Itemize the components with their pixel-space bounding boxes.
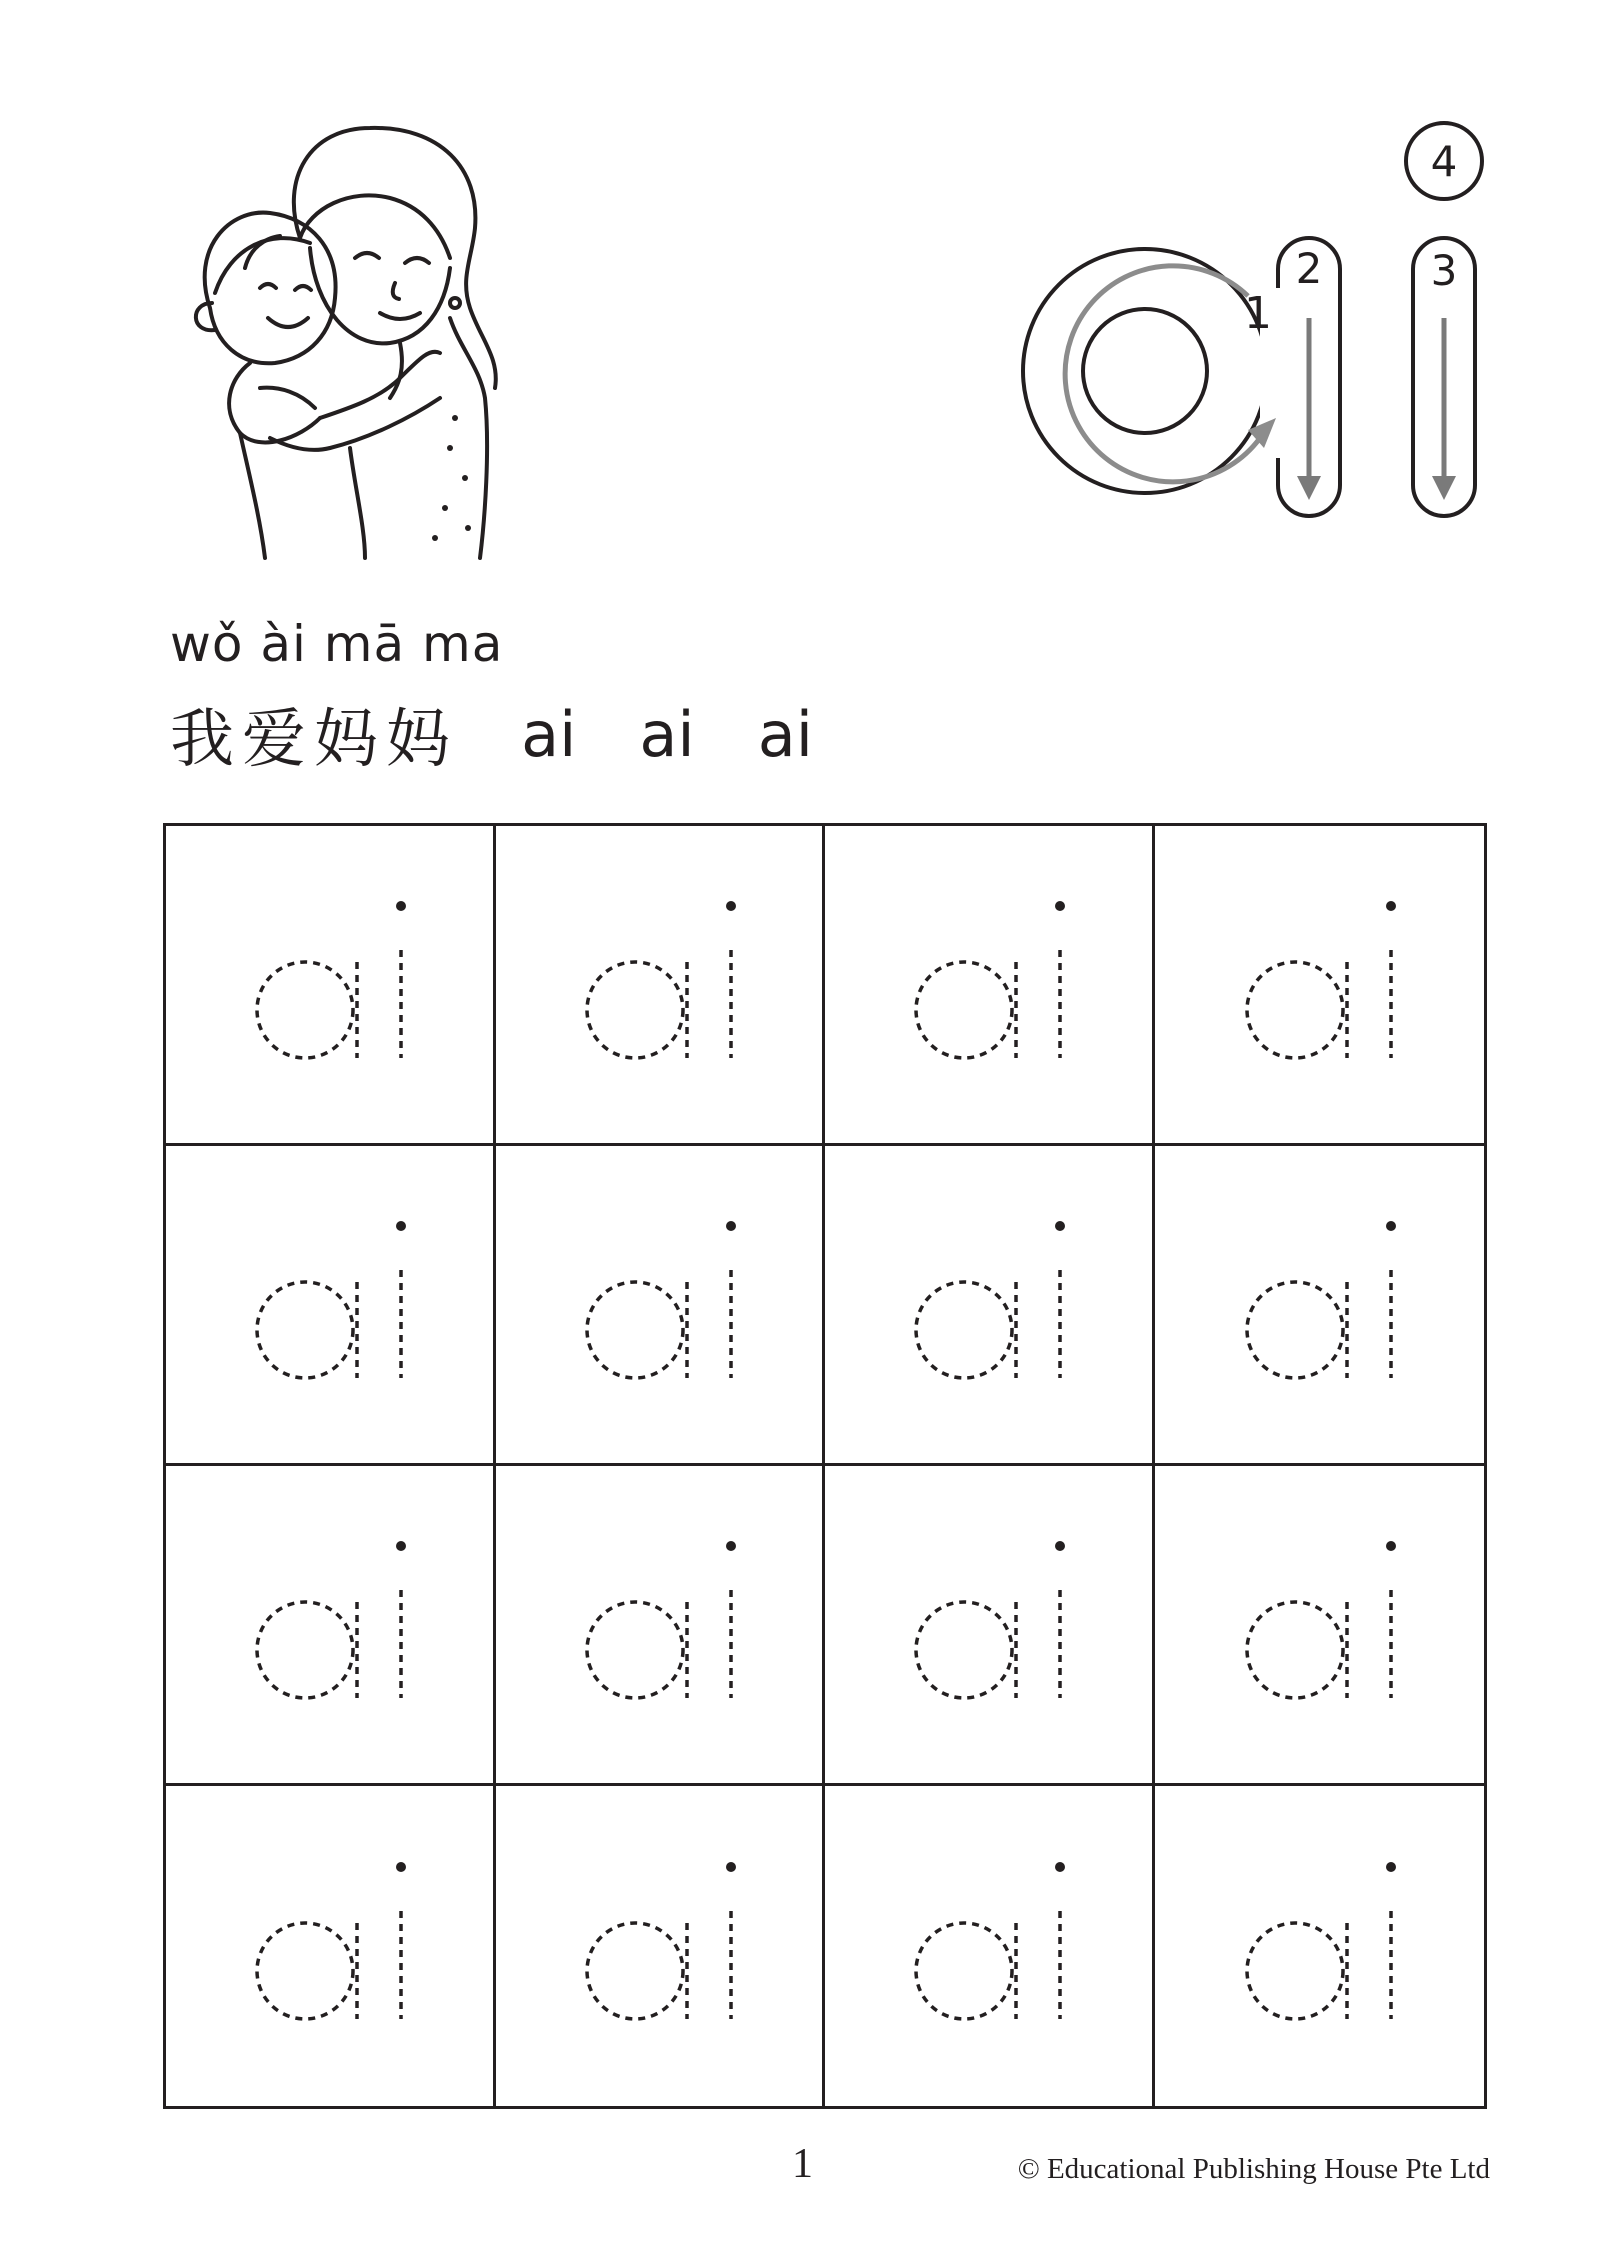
tracing-cell[interactable] [166,826,496,1146]
i-dot [1386,1862,1396,1872]
i-dot [726,1862,736,1872]
i-dot [1055,1862,1065,1872]
dotted-ai-glyph [1229,890,1409,1080]
dotted-ai-glyph [1229,1530,1409,1720]
dotted-a-bowl [587,962,683,1058]
dotted-ai-glyph [898,1530,1078,1720]
tracing-cell[interactable] [496,1146,826,1466]
dotted-ai-glyph [569,1851,749,2041]
dotted-ai-glyph [239,890,419,1080]
dotted-ai-glyph [898,890,1078,1080]
page-number: 1 [792,2141,813,2187]
dotted-ai-glyph [898,1851,1078,2041]
dotted-ai-glyph [569,1210,749,1400]
dotted-a-bowl [1247,1602,1343,1698]
dotted-ai-glyph [239,1851,419,2041]
i-dot [1386,1541,1396,1551]
i-dot [1386,1221,1396,1231]
tracing-cell[interactable] [1155,1466,1485,1786]
dotted-ai-glyph [569,1530,749,1720]
dotted-ai-glyph [1229,1210,1409,1400]
i-dot [1386,901,1396,911]
repeated-ai: ai [521,697,577,771]
letter-a-inner [1083,309,1207,433]
i-dot [396,1862,406,1872]
dotted-a-bowl [257,1282,353,1378]
tracing-cell[interactable] [825,1146,1155,1466]
stroke-1-arrow [1065,266,1260,482]
dotted-ai-glyph [1229,1851,1409,2041]
dotted-ai-glyph [239,1210,419,1400]
stroke-number-4: 4 [1430,137,1458,186]
dotted-ai-glyph [239,1530,419,1720]
dotted-ai-glyph [569,890,749,1080]
stroke-order-guide [1020,118,1500,568]
dotted-a-bowl [916,962,1012,1058]
dotted-a-bowl [916,1923,1012,2019]
letter-a-outer [1023,249,1267,493]
i-dot [726,901,736,911]
i-dot [726,1221,736,1231]
mother-hugging-child-illustration [150,118,510,568]
dotted-a-bowl [916,1282,1012,1378]
dotted-a-bowl [587,1282,683,1378]
tracing-cell[interactable] [496,1786,826,2106]
dotted-a-bowl [587,1602,683,1698]
i-dot [1055,1541,1065,1551]
repeated-ai: ai [757,697,813,771]
chinese-row [170,688,813,777]
tracing-grid [163,823,1487,2109]
repeated-ai: ai [639,697,695,771]
stroke-number-2: 2 [1295,244,1323,293]
i-dot [1055,901,1065,911]
dotted-a-bowl [1247,1282,1343,1378]
copyright-notice: © Educational Publishing House Pte Ltd [1017,2153,1490,2185]
dotted-a-bowl [587,1923,683,2019]
tracing-cell[interactable] [1155,1786,1485,2106]
i-dot [726,1541,736,1551]
dotted-a-bowl [257,1923,353,2019]
tracing-cell[interactable] [1155,826,1485,1146]
dotted-a-bowl [916,1602,1012,1698]
stroke-number-1: 1 [1244,288,1272,339]
dotted-a-bowl [257,1602,353,1698]
dotted-a-bowl [1247,962,1343,1058]
i-dot [396,1221,406,1231]
dotted-a-bowl [1247,1923,1343,2019]
tracing-cell[interactable] [166,1146,496,1466]
pinyin-line: wǒ ài mā ma [170,615,504,673]
dotted-a-bowl [257,962,353,1058]
tracing-cell[interactable] [825,1466,1155,1786]
tracing-cell[interactable] [1155,1146,1485,1466]
tracing-cell[interactable] [496,1466,826,1786]
tracing-cell[interactable] [166,1466,496,1786]
tracing-cell[interactable] [825,826,1155,1146]
tracing-cell[interactable] [825,1786,1155,2106]
i-dot [396,901,406,911]
i-dot [396,1541,406,1551]
i-dot [1055,1221,1065,1231]
tracing-cell[interactable] [496,826,826,1146]
tracing-cell[interactable] [166,1786,496,2106]
dotted-ai-glyph [898,1210,1078,1400]
stroke-number-3: 3 [1430,246,1458,295]
chinese-phrase: 我爱妈妈 [170,703,458,777]
